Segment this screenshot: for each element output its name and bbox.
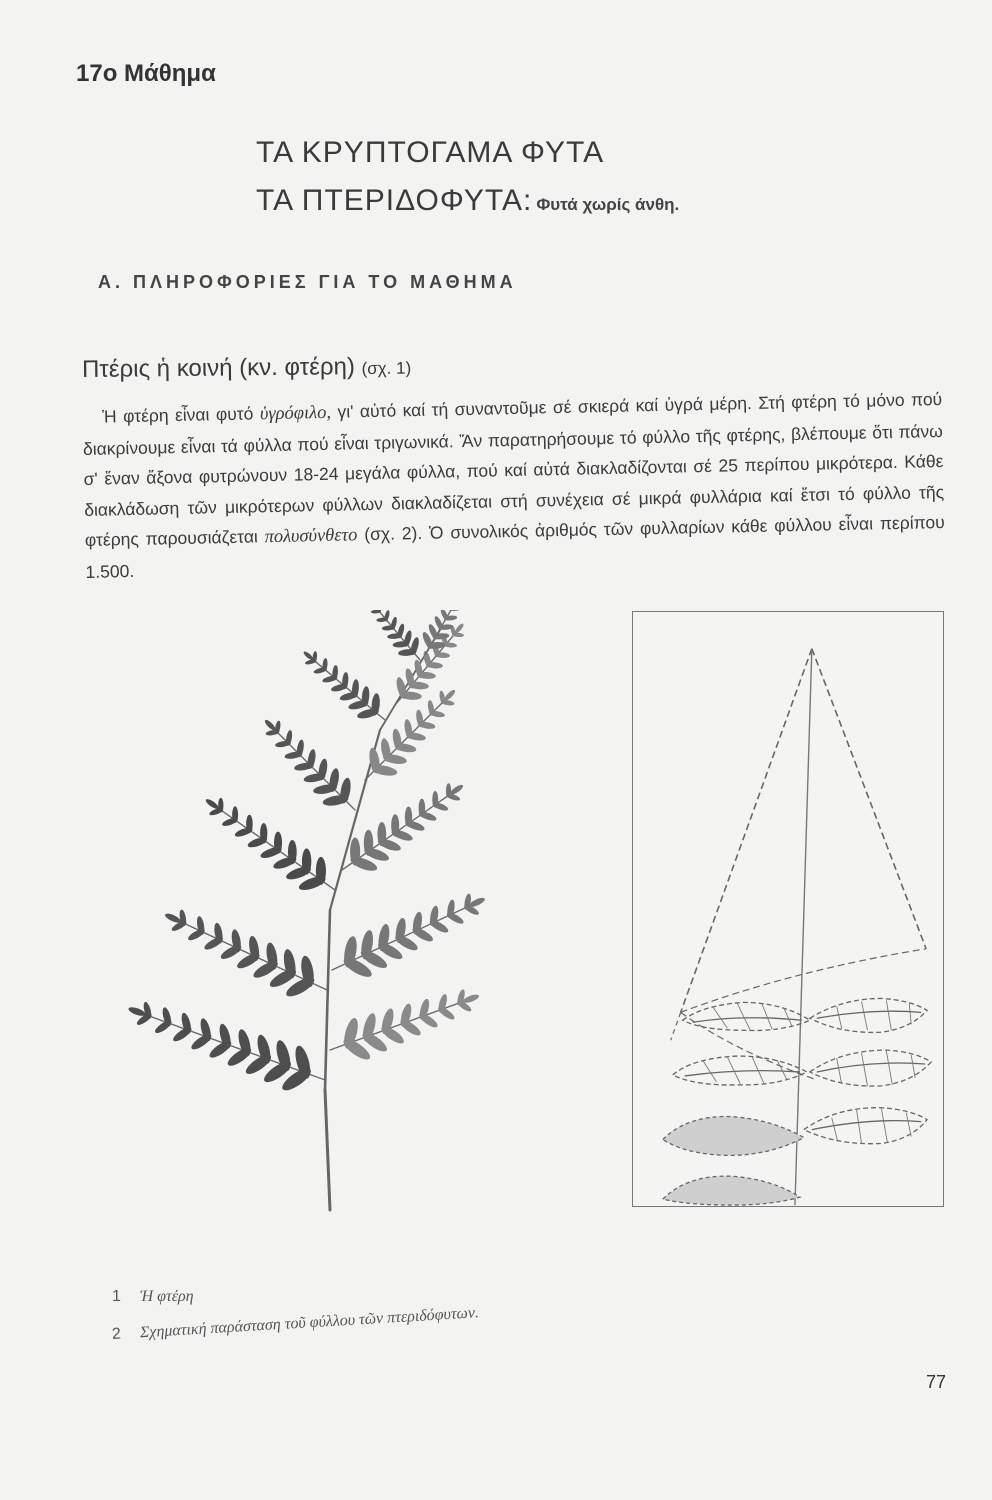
- title-line-2-main: ΤΑ ΠΤΕΡΙΔΟΦΥΤΑ:: [256, 184, 533, 217]
- figure-2-number: 2: [111, 1325, 122, 1343]
- figure-2-caption: [111, 1304, 479, 1344]
- figure-2-caption-text: Σχηματική παράσταση τοῦ φύλλου τῶν πτεριδόφυτων.: [139, 1304, 480, 1342]
- lesson-number: 17ο Μάθημα: [76, 60, 216, 87]
- subheading: [82, 353, 411, 384]
- schematic-figure-frame: [632, 611, 944, 1207]
- paragraph-italic-1: ὑγρόφιλο,: [259, 402, 332, 425]
- paragraph-part-2: γι' αὐτό καί τή συναντοῦμε σέ σκιερά καί ὑγρά μέρη. Στή φτέρη τό μόνο πού διακρίνουμε εἶναι τά φύλλα πού εἶναι τριγωνικά. Ἄν παρατηρήσουμε τό φύλλο τῆς φτέρης, βλέπουμε ὅτι πάνω σ' ἕναν ἄξονα φυτρώνουν 18-24 μεγάλα φύλλα, πού καί αὐτά διακλαδίζονται σέ 25 περίπου μικρότερα. Κάθε διακλάδωση τῶν μικρότερων φύλλων διακλαδίζεται στή συνέχεια σέ μικρά φυλλάρια καί ἔτσι τό φύλλο τῆς φτέρης παρουσιάζεται: [82, 388, 945, 550]
- paragraph-part-1: Ἡ φτέρη εἶναι φυτό: [102, 403, 261, 427]
- figure-1-number: 1: [112, 1288, 121, 1305]
- section-heading: Α. ΠΛΗΡΟΦΟΡΙΕΣ ΓΙΑ ΤΟ ΜΑΘΗΜΑ: [98, 272, 517, 292]
- paragraph-part-3: (σχ. 2). Ὁ συνολικός ἀριθμός τῶν φυλλαρίων κάθε φύλλου εἶναι περίπου 1.500.: [85, 511, 945, 582]
- subheading-figure-ref: (σχ. 1): [361, 358, 412, 379]
- fern-leaf-schematic-icon: [633, 612, 943, 1206]
- paragraph: [82, 384, 946, 587]
- title-line-1: ΤΑ ΚΡΥΠΤΟΓΑΜΑ ΦΥΤΑ: [256, 136, 605, 169]
- paragraph-italic-2: πολυσύνθετο: [264, 525, 358, 548]
- title-line-2-subtitle: Φυτά χωρίς άνθη.: [536, 195, 680, 214]
- title-line-2: [256, 184, 679, 218]
- body-paragraph: [82, 384, 946, 587]
- subheading-text: Πτέρις ἡ κοινή (κν. φτέρη): [81, 353, 355, 383]
- fern-illustration-icon: [80, 610, 560, 1230]
- page-number: 77: [926, 1372, 947, 1392]
- figure-1-caption: [112, 1288, 194, 1306]
- figure-1-caption-text: Ἡ φτέρη: [140, 1288, 194, 1305]
